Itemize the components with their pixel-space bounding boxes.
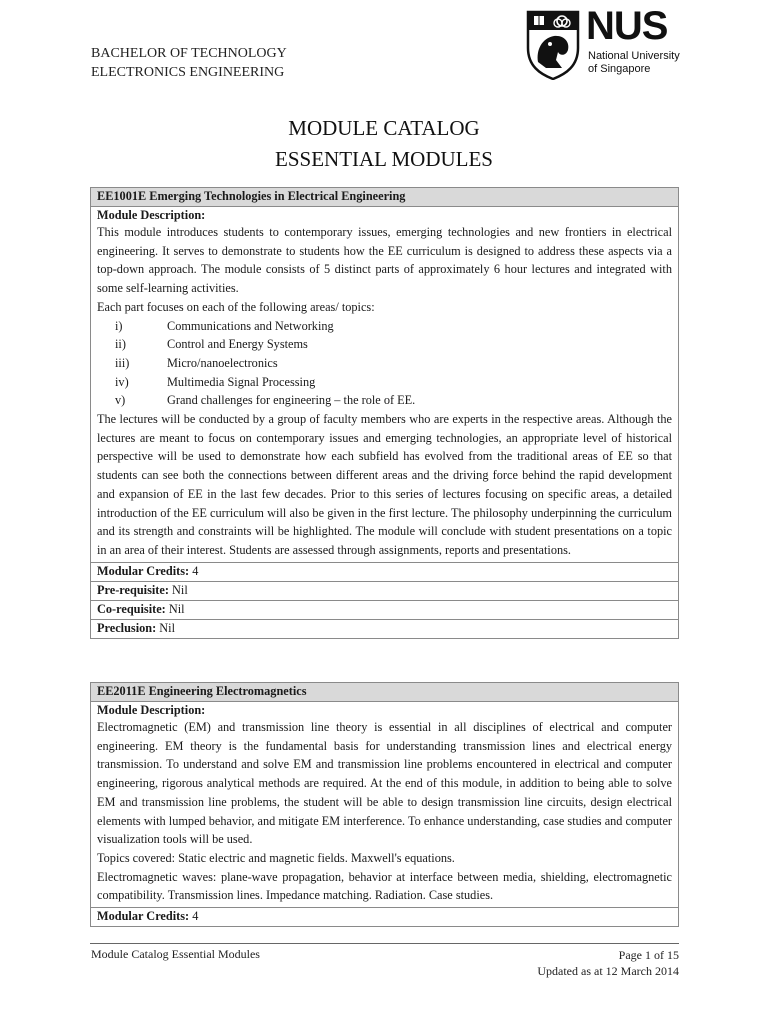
- document-title: MODULE CATALOG: [288, 116, 480, 140]
- footer-divider: [90, 943, 679, 944]
- preclusion-row: Preclusion: Nil: [91, 619, 679, 638]
- description-paragraph: Each part focuses on each of the following areas/ topics:: [97, 299, 375, 314]
- footer-document-name: Module Catalog Essential Modules: [91, 947, 260, 961]
- description-paragraph: Electromagnetic (EM) and transmission line theory is essential in all disciplines of electrical and computer engineering. EM theory is the fundamental basis for understanding transmission lines and electrical energy transmission. To understand and solve EM and transmission line problems encountered in electrical and computer engineering, rigorous analytical methods are required. At the end of this module, in addition to being able to solve EM and transmission line problems, the student will be able to design transmission line circuits, design electrical elements with lumped behavior, and mitigate EM interference. To enhance understanding, case studies and computer visualization tools will be used.: [97, 720, 672, 847]
- footer-page-info: [537, 947, 679, 979]
- list-item: v) Grand challenges for engineering – the role of EE.: [115, 393, 416, 408]
- logo-full-name: National University of Singapore: [588, 50, 680, 75]
- topic-list: [97, 317, 672, 411]
- description-paragraph: This module introduces students to contemporary issues, emerging technologies and new frontiers in electrical engineering. It serves to demonstrate to students how the EE curriculum is designed to address these aspects via a top-down approach. The module consists of 5 distinct parts of approximately 6 hour lectures and integrated with some self-learning activities.: [97, 225, 672, 296]
- description-paragraph: The lectures will be conducted by a group of faculty members who are experts in the respective areas. Although the lectures are meant to focus on contemporary issues and emerging technologies, an appropriate level of historical perspective will be used to demonstrate how each subfield has evolved from the traditional areas of EE so that students can see both the connections between different areas and the driving force behind the rapid development and expansion of EE in the last few decades. Prior to this series of lectures focusing on specific areas, a detailed introduction of the EE curriculum will also be given in the first lecture. The philosophy underpinning the curriculum and its strength and constraints will be highlighted. The module will conclude with student presentations on a topic in an area of their interest. Students are assessed through assignments, reports and presentations.: [97, 412, 672, 557]
- logo-abbreviation: NUS: [586, 4, 668, 48]
- module-heading: EE1001E Emerging Technologies in Electrical Engineering: [91, 188, 679, 207]
- modular-credits-row: Modular Credits: 4: [91, 562, 679, 581]
- list-item: iii) Micro/nanoelectronics: [115, 355, 278, 370]
- program-heading: [91, 44, 287, 82]
- description-paragraph: Topics covered: Static electric and magnetic fields. Maxwell's equations.: [97, 850, 455, 865]
- nus-logo: [526, 4, 686, 82]
- module-table-ee2011e: [90, 682, 679, 927]
- list-item: i) Communications and Networking: [115, 318, 334, 333]
- module-table-ee1001e: [90, 187, 679, 639]
- list-item: iv) Multimedia Signal Processing: [115, 374, 316, 389]
- program-degree: BACHELOR OF TECHNOLOGY: [91, 46, 287, 61]
- modular-credits-row: Modular Credits: 4: [91, 908, 679, 927]
- prerequisite-row: Pre-requisite: Nil: [91, 581, 679, 600]
- page-number: Page 1 of 15: [618, 948, 679, 962]
- document-subtitle: ESSENTIAL MODULES: [275, 147, 493, 171]
- module-heading: EE2011E Engineering Electromagnetics: [91, 683, 679, 702]
- corequisite-row: Co-requisite: Nil: [91, 600, 679, 619]
- description-label: Module Description:: [97, 703, 206, 717]
- list-item: ii) Control and Energy Systems: [115, 337, 308, 352]
- module-description: [91, 702, 679, 908]
- description-paragraph: Electromagnetic waves: plane-wave propagation, behavior at interface between media, shielding, electromagnetic compatibility. Transmission lines. Impedance matching. Radiation. Case studies.: [97, 869, 672, 903]
- updated-date: Updated as at 12 March 2014: [537, 964, 679, 978]
- description-label: Module Description:: [97, 208, 206, 222]
- nus-crest-icon: [526, 10, 580, 80]
- program-discipline: ELECTRONICS ENGINEERING: [91, 65, 285, 80]
- module-description: [91, 207, 679, 563]
